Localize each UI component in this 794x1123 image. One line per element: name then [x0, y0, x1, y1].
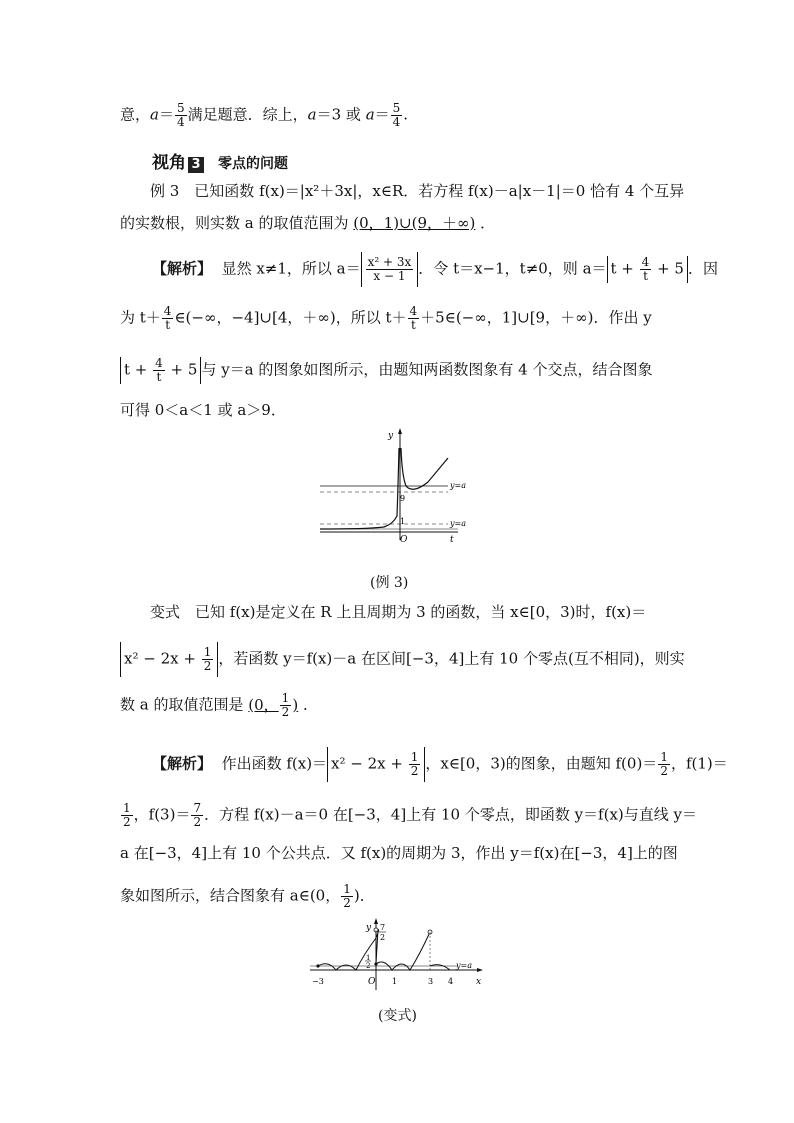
- variant-solution-line-3: a 在[−3，4]上有 10 个公共点．又 f(x)的周期为 3，作出 y＝f(x)在[−3，4]上的图: [120, 844, 678, 862]
- answer-blank: (0， $\frac{1}{2}$ ): [248, 691, 299, 719]
- variant-solution-line-4: 象如图所示，结合图象有 a∈(0， $\frac{1}{2}$ )．: [120, 882, 375, 910]
- label-y-equals-a-2: y=a: [450, 519, 466, 528]
- y-label: y: [388, 431, 394, 441]
- variant-solution-line-2: $\frac{1}{2}$ ，f(3)＝ $\frac{7}{2}$ ．方程 f(x)－a＝0 在[−3，4]上有 10 个零点，即函数 y＝f(x)与直线 y＝: [123, 801, 698, 829]
- fraction: $\frac{5}{4}$: [392, 101, 401, 129]
- solution-3-line-1: 【解析】 显然 x≠1，所以 a＝ $\frac{\text{x² + 3x}}{x - 1}$ ．令 t＝x−1，t≠0，则 a＝ t + $\frac{4}{t}$ + 5 ．因: [152, 252, 718, 287]
- figure-caption-2: (变式): [378, 1008, 417, 1024]
- tick-3: 3: [428, 977, 434, 986]
- label-1-over-2-den: 2: [366, 962, 371, 970]
- variant-line-1: 变式 已知 f(x)是定义在 R 上且周期为 3 的函数，当 x∈[0，3)时，f(x)＝: [150, 603, 647, 621]
- label-9: 9: [400, 494, 406, 503]
- absolute-value: $\frac{\text{x² + 3x}}{x - 1}$: [361, 252, 419, 287]
- solution-tag: 【解析】: [152, 754, 213, 773]
- solution-3-line-2: 为 t＋ $\frac{4}{t}$ ∈(−∞，−4]∪[4，＋∞)，所以 t＋ $\frac{4}{t}$ ＋5∈(−∞，1]∪[9，＋∞)．作出 y: [120, 304, 652, 332]
- label-1: 1: [400, 517, 406, 526]
- variant-graph: [308, 918, 488, 993]
- section-heading: 视角 3 零点的问题: [152, 153, 288, 173]
- absolute-value: x² − 2x + $\frac{1}{2}$: [120, 642, 218, 677]
- label-1-over-2-num: 1: [366, 954, 371, 962]
- example-3-line-2: 的实数根，则实数 a 的取值范围为 (0，1)∪(9，＋∞) ．: [120, 214, 496, 232]
- t-label: t: [450, 535, 454, 545]
- tick-1: 1: [392, 977, 398, 986]
- section-number-badge: 3: [188, 157, 204, 173]
- periodic-curve: [318, 930, 430, 970]
- absolute-value: t + $\frac{4}{t}$ + 5: [120, 357, 201, 384]
- variant-line-2: x² − 2x + $\frac{1}{2}$ ，若函数 y＝f(x)－a 在区间[−3，4]上有 10 个零点(互不相同)，则实: [120, 642, 685, 677]
- absolute-value: x² − 2x + $\frac{1}{2}$: [327, 747, 425, 782]
- label-7-over-2-num: 7: [380, 923, 386, 932]
- curve-right: [401, 448, 448, 489]
- fraction: $\frac{5}{4}$: [176, 101, 185, 129]
- curve-left: [320, 448, 399, 529]
- closed-point: [316, 964, 319, 967]
- tick-4: 4: [448, 977, 454, 986]
- absolute-value: t + $\frac{4}{t}$ + 5: [607, 256, 688, 283]
- answer-blank: (0，1)∪(9，＋∞): [353, 214, 476, 232]
- tick-minus-3: −3: [312, 977, 324, 986]
- solution-3-line-4: 可得 0＜a＜1 或 a＞9．: [120, 401, 286, 419]
- figure-caption-1: (例 3): [370, 575, 409, 591]
- variant-solution-line-1: 【解析】 作出函数 f(x)＝ x² − 2x + $\frac{1}{2}$ ，x∈[0，3)的图象，由题知 f(0)＝ $\frac{1}{2}$ ，f(1)＝: [152, 747, 728, 782]
- example-3-line-1: 例 3 已知函数 f(x)＝|x²＋3x|，x∈R．若方程 f(x)－a|x－1|＝0 恰有 4 个互异: [150, 182, 685, 200]
- label-y-equals-a-1: y=a: [450, 481, 466, 490]
- origin-label: O: [400, 535, 408, 545]
- variant-line-3: 数 a 的取值范围是 (0， $\frac{1}{2}$ ) ．: [120, 691, 318, 719]
- intro-line: 意，a＝ $\frac{5}{4}$ 满足题意．综上，a＝3 或 a＝ $\frac{5}{4}$ .: [120, 101, 409, 129]
- y-label: y: [366, 923, 372, 933]
- x-label: x: [476, 977, 482, 987]
- label-y-equals-a: y=a: [456, 961, 472, 970]
- origin-label: O: [368, 977, 376, 987]
- example-3-graph: [318, 428, 478, 548]
- solution-3-line-3: t + $\frac{4}{t}$ + 5 与 y＝a 的图象如图所示，由题知两函数图象有 4 个交点，结合图象: [120, 357, 652, 384]
- label-7-over-2-den: 2: [380, 933, 386, 942]
- solution-tag: 【解析】: [152, 259, 213, 278]
